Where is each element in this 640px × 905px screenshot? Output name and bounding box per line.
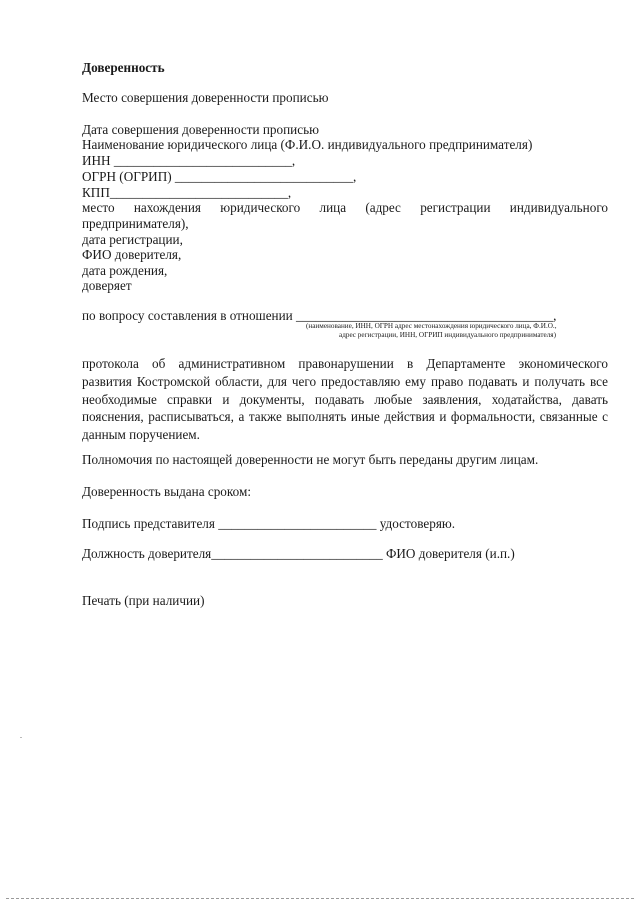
inn-field: ИНН ___________________________,	[82, 153, 296, 168]
principal-position-field: Должность доверителя__________________________ ФИО доверителя (и.п.)	[82, 546, 515, 561]
principal-name-field: Наименование юридического лица (Ф.И.О. индивидуального предпринимателя)	[82, 137, 533, 152]
protocol-paragraph-line-3: необходимые справки и документы, подавать любые заявления, ходатайства, давать	[82, 392, 608, 407]
birth-date-field: дата рождения,	[82, 263, 168, 278]
kpp-field: КПП___________________________,	[82, 185, 292, 200]
entrusts-text: доверяет	[82, 278, 132, 293]
matter-note-line-2: адрес регистрации, ИНН, ОГРИП индивидуального предпринимателя)	[339, 331, 557, 339]
no-transfer-clause: Полномочия по настоящей доверенности не могут быть переданы другим лицам.	[82, 452, 539, 467]
representative-signature-field: Подпись представителя ________________________ удостоверяю.	[82, 516, 456, 531]
protocol-paragraph-line-4: пояснения, расписываться, а также выполнять иные действия и формальности, связанные с	[82, 409, 608, 424]
ogrn-field: ОГРН (ОГРИП) ___________________________,	[82, 169, 357, 184]
protocol-paragraph-line-1: протокола об административном правонарушении в Департаменте экономического	[82, 356, 608, 371]
matter-field: по вопросу составления в отношении _______________________________________,	[82, 308, 557, 323]
bottom-scan-edge	[6, 898, 634, 899]
address-line-1: место нахождения юридического лица (адрес регистрации индивидуального	[82, 200, 608, 215]
place-of-execution: Место совершения доверенности прописью	[82, 90, 329, 105]
seal-field: Печать (при наличии)	[82, 593, 205, 608]
protocol-paragraph-line-5: данным поручением.	[82, 427, 200, 442]
document-title: Доверенность	[82, 60, 165, 75]
date-of-execution: Дата совершения доверенности прописью	[82, 122, 319, 137]
scan-artifact	[20, 737, 22, 738]
matter-note-line-1: (наименование, ИНН, ОГРН адрес местонахождения юридического лица, Ф.И.О.,	[306, 322, 557, 330]
protocol-paragraph-line-2: развития Костромской области, для чего предоставляю ему право подавать и получать все	[82, 374, 608, 389]
address-line-2: предпринимателя),	[82, 216, 189, 231]
principal-full-name-field: ФИО доверителя,	[82, 247, 182, 262]
registration-date-field: дата регистрации,	[82, 232, 183, 247]
validity-term-field: Доверенность выдана сроком:	[82, 484, 251, 499]
